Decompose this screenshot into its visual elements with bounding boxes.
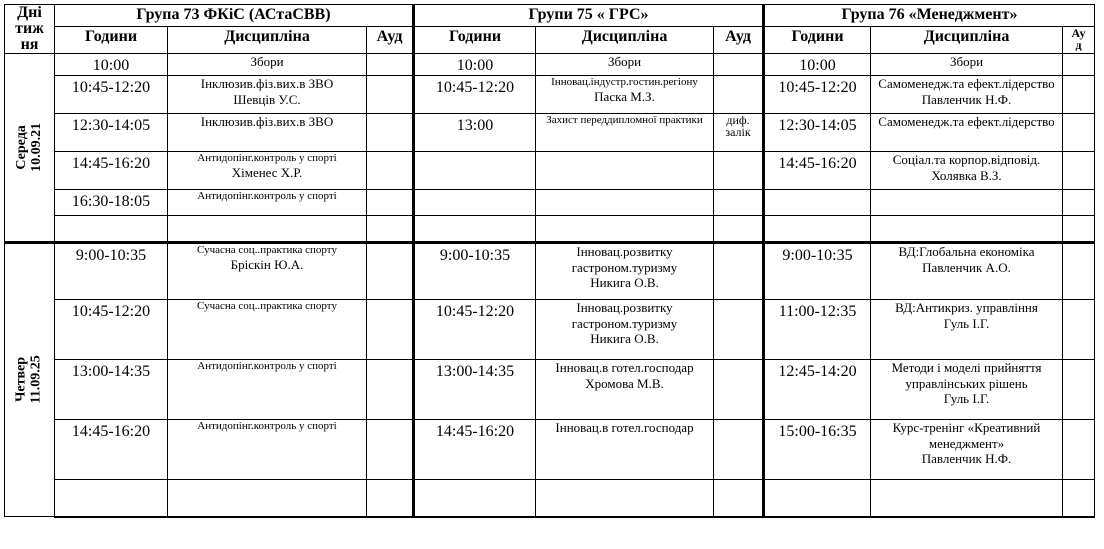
lesson-subject-cell	[871, 152, 1063, 190]
lesson-aud	[714, 152, 764, 190]
group-76-subject-header: Дисципліна	[871, 26, 1063, 53]
lesson-teacher: Гуль І.Г.	[943, 391, 990, 407]
lesson-time: 13:00	[414, 114, 536, 152]
lesson-time: 14:45-16:20	[55, 152, 168, 190]
lesson-time: 13:00-14:35	[55, 360, 168, 420]
lesson-time: 10:45-12:20	[764, 76, 871, 114]
day-cell	[5, 54, 55, 243]
lesson-aud	[1063, 480, 1095, 517]
lesson-aud	[367, 300, 414, 360]
lesson-aud	[367, 480, 414, 517]
day-name: Середа	[14, 124, 30, 170]
lesson-time	[414, 190, 536, 216]
lesson-subject-cell	[168, 152, 367, 190]
lesson-time: 14:45-16:20	[55, 420, 168, 480]
schedule-row	[5, 420, 1095, 480]
lesson-time: 14:45-16:20	[764, 152, 871, 190]
lesson-subject: Збори	[250, 54, 284, 69]
lesson-aud	[367, 152, 414, 190]
lesson-teacher: Холявка В.З.	[931, 167, 1002, 183]
lesson-aud	[714, 216, 764, 243]
lesson-subject: Інклюзив.фіз.вих.в ЗВО	[200, 114, 334, 130]
group-73-hours-header: Години	[55, 26, 168, 53]
lesson-time	[764, 480, 871, 517]
lesson-subject-cell	[536, 420, 714, 480]
lesson-aud	[1063, 152, 1095, 190]
group-76-aud-header-l1: Ау	[1071, 26, 1086, 40]
lesson-time: 9:00-10:35	[55, 243, 168, 300]
lesson-aud	[367, 76, 414, 114]
lesson-teacher: Павленчик А.О.	[922, 259, 1011, 275]
lesson-time: 11:00-12:35	[764, 300, 871, 360]
lesson-subject-cell	[536, 243, 714, 300]
lesson-time: 10:00	[764, 54, 871, 76]
lesson-subject-cell	[168, 420, 367, 480]
lesson-time	[55, 480, 168, 517]
lesson-teacher: Паска М.З.	[594, 89, 655, 105]
lesson-time: 10:00	[414, 54, 536, 76]
lesson-subject: ВД:Антикриз. управління	[895, 300, 1038, 316]
lesson-subject: Збори	[949, 54, 984, 69]
lesson-subject: Збори	[607, 54, 642, 69]
lesson-subject: Інклюзив.фіз.вих.в ЗВО	[200, 76, 334, 92]
lesson-subject: Методи і моделі прийняття управлінських рішень	[891, 360, 1042, 391]
group-header-row	[5, 5, 1095, 27]
lesson-subject-cell	[871, 54, 1063, 76]
lesson-subject-cell	[871, 76, 1063, 114]
lesson-aud	[367, 54, 414, 76]
lesson-teacher: Павленчик Н.Ф.	[921, 91, 1012, 107]
lesson-aud	[714, 480, 764, 517]
lesson-subject-cell	[871, 420, 1063, 480]
lesson-teacher: Шевців У.С.	[233, 91, 301, 107]
lesson-aud	[367, 190, 414, 216]
day-label-line2: тиж	[15, 20, 44, 37]
lesson-aud: диф. залік	[714, 114, 764, 152]
lesson-subject-cell	[536, 216, 714, 243]
lesson-aud	[367, 243, 414, 300]
lesson-time	[764, 190, 871, 216]
lesson-time: 14:45-16:20	[414, 420, 536, 480]
group-76-title: Група 76 «Менеджмент»	[764, 5, 1095, 27]
day-label-line3: ня	[20, 36, 39, 53]
lesson-subject: Антидопінг.контроль у спорті	[197, 420, 337, 433]
group-75-title: Групи 75 « ГРС»	[414, 5, 764, 27]
day-label	[14, 356, 45, 404]
group-73-title: Група 73 ФКіС (АСтаСВВ)	[55, 5, 414, 27]
schedule-row	[5, 243, 1095, 300]
lesson-aud	[367, 360, 414, 420]
lesson-time: 16:30-18:05	[55, 190, 168, 216]
lesson-subject: Інновац.розвитку гастроном.туризму	[571, 300, 678, 331]
lesson-subject-cell	[536, 360, 714, 420]
lesson-aud	[714, 190, 764, 216]
schedule-table	[4, 4, 1095, 518]
lesson-teacher: Никига О.В.	[590, 275, 659, 291]
schedule-row	[5, 76, 1095, 114]
lesson-subject-cell	[536, 480, 714, 517]
lesson-teacher: Хромова М.В.	[585, 375, 664, 391]
lesson-subject: Інновац.в готел.господар	[555, 360, 694, 376]
lesson-teacher: Хіменес Х.Р.	[231, 165, 303, 181]
day-label-line1: Дні	[17, 4, 42, 21]
lesson-time: 10:45-12:20	[414, 76, 536, 114]
lesson-subject-cell	[168, 54, 367, 76]
lesson-subject-cell	[871, 216, 1063, 243]
lesson-subject: Сучасна соц..практика спорту	[197, 300, 337, 313]
lesson-aud	[367, 216, 414, 243]
lesson-subject: Антидопінг.контроль у спорті	[197, 190, 337, 203]
lesson-subject: Антидопінг.контроль у спорті	[197, 152, 337, 165]
lesson-teacher: Никига О.В.	[590, 331, 659, 347]
lesson-subject-cell	[168, 76, 367, 114]
lesson-subject-cell	[871, 360, 1063, 420]
schedule-row	[5, 114, 1095, 152]
lesson-subject-cell	[871, 190, 1063, 216]
lesson-subject-cell	[536, 300, 714, 360]
lesson-subject-cell	[871, 243, 1063, 300]
lesson-aud	[1063, 76, 1095, 114]
day-date: 10.09.21	[29, 122, 45, 172]
lesson-aud	[1063, 216, 1095, 243]
lesson-teacher: Бріскін Ю.А.	[230, 257, 304, 273]
lesson-time	[414, 216, 536, 243]
lesson-subject-cell	[871, 300, 1063, 360]
schedule-row	[5, 152, 1095, 190]
group-75-subject-header: Дисципліна	[536, 26, 714, 53]
lesson-time: 15:00-16:35	[764, 420, 871, 480]
lesson-subject-cell	[168, 300, 367, 360]
lesson-aud	[367, 114, 414, 152]
lesson-teacher: Гуль І.Г.	[943, 315, 990, 331]
lesson-aud	[714, 300, 764, 360]
schedule-row	[5, 216, 1095, 243]
lesson-teacher: Павленчик Н.Ф.	[921, 451, 1012, 467]
lesson-time: 10:00	[55, 54, 168, 76]
lesson-subject-cell	[871, 480, 1063, 517]
lesson-subject: Інновац.індустр.гостин.регіону	[551, 76, 698, 89]
lesson-aud	[714, 420, 764, 480]
lesson-subject-cell	[536, 76, 714, 114]
lesson-subject: ВД:Глобальна економіка	[898, 244, 1035, 260]
lesson-subject: Самоменедж.та ефект.лідерство	[878, 76, 1055, 92]
lesson-subject: Захист переддипломної практики	[546, 114, 703, 127]
lesson-subject-cell	[168, 114, 367, 152]
lesson-subject-cell	[168, 360, 367, 420]
day-name: Четвер	[14, 357, 30, 403]
day-cell	[5, 243, 55, 517]
lesson-subject-cell	[536, 114, 714, 152]
lesson-aud	[1063, 114, 1095, 152]
lesson-time: 12:30-14:05	[55, 114, 168, 152]
lesson-aud	[1063, 243, 1095, 300]
schedule-row	[5, 54, 1095, 76]
lesson-aud	[1063, 300, 1095, 360]
lesson-aud	[1063, 420, 1095, 480]
lesson-subject-cell	[168, 480, 367, 517]
lesson-time: 12:45-14:20	[764, 360, 871, 420]
lesson-aud	[714, 243, 764, 300]
lesson-time: 12:30-14:05	[764, 114, 871, 152]
day-date: 11.09.25	[29, 355, 45, 404]
lesson-time	[764, 216, 871, 243]
lesson-subject: Антидопінг.контроль у спорті	[197, 360, 337, 373]
group-75-hours-header: Години	[414, 26, 536, 53]
lesson-time: 9:00-10:35	[414, 243, 536, 300]
lesson-time: 9:00-10:35	[764, 243, 871, 300]
column-header-row	[5, 26, 1095, 53]
group-75-aud-header: Ауд	[714, 26, 764, 53]
lesson-subject-cell	[871, 114, 1063, 152]
schedule-row	[5, 190, 1095, 216]
group-73-aud-header: Ауд	[367, 26, 414, 53]
lesson-subject-cell	[168, 243, 367, 300]
lesson-aud	[714, 360, 764, 420]
lesson-aud	[1063, 190, 1095, 216]
group-76-hours-header: Години	[764, 26, 871, 53]
lesson-subject-cell	[168, 216, 367, 243]
lesson-time: 13:00-14:35	[414, 360, 536, 420]
group-73-subject-header: Дисципліна	[168, 26, 367, 53]
lesson-time	[414, 152, 536, 190]
group-76-aud-header-l2: д	[1075, 37, 1082, 52]
day-label	[14, 123, 45, 172]
lesson-aud	[1063, 360, 1095, 420]
schedule-row	[5, 300, 1095, 360]
lesson-aud	[367, 420, 414, 480]
lesson-subject: Курс-тренінг «Креативний менеджмент»	[892, 420, 1041, 451]
lesson-subject: Соціал.та корпор.відповід.	[892, 152, 1041, 168]
lesson-time	[414, 480, 536, 517]
lesson-time: 10:45-12:20	[55, 300, 168, 360]
lesson-subject-cell	[536, 54, 714, 76]
lesson-aud	[714, 76, 764, 114]
schedule-row	[5, 480, 1095, 517]
lesson-subject-cell	[168, 190, 367, 216]
lesson-subject: Сучасна соц..практика спорту	[197, 244, 337, 257]
group-76-aud-header	[1063, 26, 1095, 53]
lesson-aud	[1063, 54, 1095, 76]
lesson-time	[55, 216, 168, 243]
lesson-subject-cell	[536, 152, 714, 190]
lesson-aud	[714, 54, 764, 76]
lesson-time: 10:45-12:20	[55, 76, 168, 114]
lesson-subject: Інновац.в готел.господар	[555, 420, 694, 436]
lesson-subject: Самоменедж.та ефект.лідерство	[878, 114, 1055, 130]
lesson-subject: Інновац.розвитку гастроном.туризму	[571, 244, 678, 275]
lesson-subject-cell	[536, 190, 714, 216]
day-column-header	[5, 5, 55, 54]
schedule-row	[5, 360, 1095, 420]
lesson-time: 10:45-12:20	[414, 300, 536, 360]
